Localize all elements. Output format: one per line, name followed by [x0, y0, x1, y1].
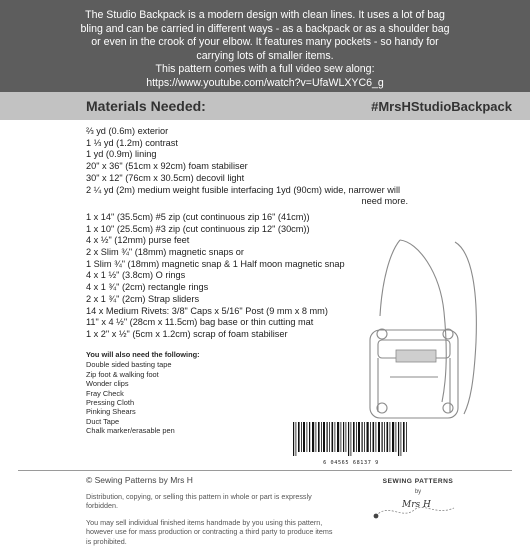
material-item: 1 x 10" (25.5cm) #3 zip (cut continuous zip 12" (30cm)): [86, 223, 310, 234]
hashtag: #MrsHStudioBackpack: [371, 98, 512, 114]
material-item: 2 ¼ yd (2m) medium weight fusible interfacing 1yd (90cm) wide, narrower will: [86, 184, 401, 195]
barcode-digits: 6 04565 68137 9: [323, 460, 379, 466]
barcode: [287, 420, 415, 466]
logo-title: SEWING PATTERNS: [382, 478, 454, 485]
material-item: 30" x 12" (76cm x 30.5cm) decovil light: [86, 172, 245, 183]
material-item: 1 yd (0.9m) lining: [86, 149, 157, 160]
material-item: 20" x 36" (51cm x 92cm) foam stabiliser: [86, 161, 248, 172]
copyright: © Sewing Patterns by Mrs H: [86, 475, 193, 485]
material-item: 14 x Medium Rivets: 3/8" Caps x 5/16" Post (9 mm x 8 mm): [86, 305, 328, 316]
material-item: [86, 196, 486, 208]
also-need-title: You will also need the following:: [86, 350, 200, 359]
footer-divider: [18, 470, 512, 471]
also-need-item: Fray Check: [86, 388, 124, 398]
logo-by: by: [414, 489, 422, 495]
distribution-note: Distribution, copying, or selling this pattern in whole or part is expressly forbidden.: [86, 492, 312, 511]
material-item: 1 x 14" (35.5cm) #5 zip (cut continuous zip 16" (41cm)): [86, 211, 310, 222]
material-item: 2 x 1 ¾" (2cm) Strap sliders: [86, 293, 200, 304]
also-need-item: Duct Tape: [86, 416, 120, 426]
brand-logo: [358, 478, 478, 530]
logo-script: Mrs H: [402, 500, 431, 510]
material-item: 4 x 1 ¾" (2cm) rectangle rings: [86, 282, 209, 293]
intro-line: bling and can be carried in different ways - as a backpack or as a shoulder bag: [80, 22, 450, 35]
sell-note: You may sell individual finished items handmade by you using this pattern, however use for mass production or contracting a third party to produce items is prohibited.: [86, 518, 333, 546]
materials-header: [0, 92, 530, 120]
material-item: ⅔ yd (0.6m) exterior: [86, 126, 169, 136]
material-item: 4 x ½" (12mm) purse feet: [86, 235, 190, 246]
material-item: 1 ⅓ yd (1.2m) contrast: [86, 137, 178, 148]
also-need-item: Pinking Shears: [86, 407, 136, 417]
also-need-item: Pressing Cloth: [86, 398, 135, 408]
intro-line: carrying lots of smaller items.: [196, 49, 334, 62]
material-item: 2 x Slim ¾" (18mm) magnetic snaps or: [86, 247, 244, 258]
material-item: 4 x 1 ½" (3.8cm) O rings: [86, 270, 186, 281]
also-need-section: [86, 350, 286, 436]
intro-band: [0, 0, 530, 92]
also-need-item: Chalk marker/erasable pen: [86, 426, 175, 436]
intro-line: This pattern comes with a full video sew along:: [155, 63, 375, 76]
intro-line: The Studio Backpack is a modern design with clean lines. It uses a lot of bag: [85, 9, 445, 21]
barcode-bars: [287, 420, 415, 458]
also-need-list: [86, 360, 286, 435]
also-need-item: Wonder clips: [86, 379, 129, 389]
intro-line: or even in the crook of your elbow. It features many pockets - so handy for: [91, 36, 439, 49]
also-need-item: Zip foot & walking foot: [86, 369, 159, 379]
video-url: https://www.youtube.com/watch?v=UfaWLXYC6_g: [146, 76, 384, 89]
also-need-item: Double sided basting tape: [86, 360, 172, 370]
material-item-continued: need more.: [361, 196, 408, 207]
material-item: 1 Slim ¾" (18mm) magnetic snap & 1 Half moon magnetic snap: [86, 258, 345, 269]
material-item: 11" x 4 ½" (28cm x 11.5cm) bag base or thin cutting mat: [86, 317, 314, 328]
material-item: 1 x 2" x ½" (5cm x 1.2cm) scrap of foam stabiliser: [86, 328, 288, 339]
materials-title: Materials Needed:: [86, 98, 206, 114]
